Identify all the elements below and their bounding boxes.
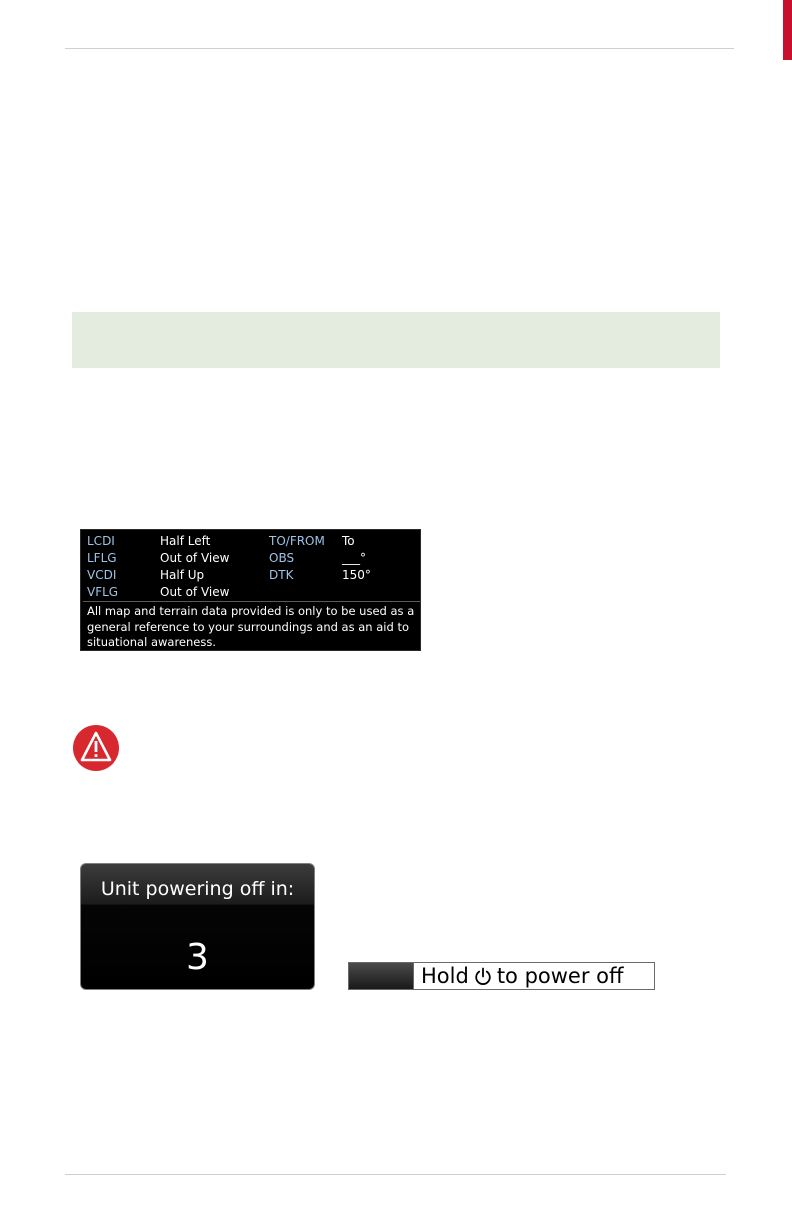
hold-suffix: to power off [496, 963, 624, 988]
status-label: TO/FROM [269, 534, 325, 548]
power-key[interactable] [349, 963, 414, 989]
status-row [87, 550, 417, 567]
page-edge-marker [783, 0, 792, 60]
status-value: Half Left [160, 534, 211, 548]
power-off-countdown: 3 [186, 937, 209, 978]
header-rule [65, 48, 734, 49]
hold-instruction [421, 963, 623, 989]
status-label: LCDI [87, 534, 115, 548]
status-row [87, 567, 417, 584]
status-row [87, 584, 417, 601]
status-value: To [342, 534, 355, 548]
status-grid [87, 533, 417, 601]
hold-to-power-off-bar [348, 962, 655, 990]
power-icon [474, 967, 492, 986]
power-off-countdown-window [80, 863, 315, 990]
status-value: Out of View [160, 551, 230, 565]
status-row [87, 533, 417, 550]
status-data-panel [80, 529, 421, 651]
disclaimer-text: All map and terrain data provided is only to be used as a general reference to your surroundings and as an aid to situational awareness. [87, 604, 415, 649]
status-divider [83, 601, 420, 602]
warning-triangle-icon [72, 724, 120, 772]
status-value: Half Up [160, 568, 205, 582]
status-label: LFLG [87, 551, 117, 565]
power-off-title: Unit powering off in: [100, 878, 295, 900]
note-box [72, 312, 720, 368]
status-value: 150° [342, 568, 371, 582]
status-label: VFLG [87, 585, 119, 599]
status-value: ___° [342, 551, 366, 565]
status-label: OBS [269, 551, 295, 565]
hold-prefix: Hold [421, 963, 469, 988]
status-label: VCDI [87, 568, 117, 582]
footer-rule [65, 1174, 726, 1175]
status-label: DTK [269, 568, 294, 582]
status-value: Out of View [160, 585, 230, 599]
